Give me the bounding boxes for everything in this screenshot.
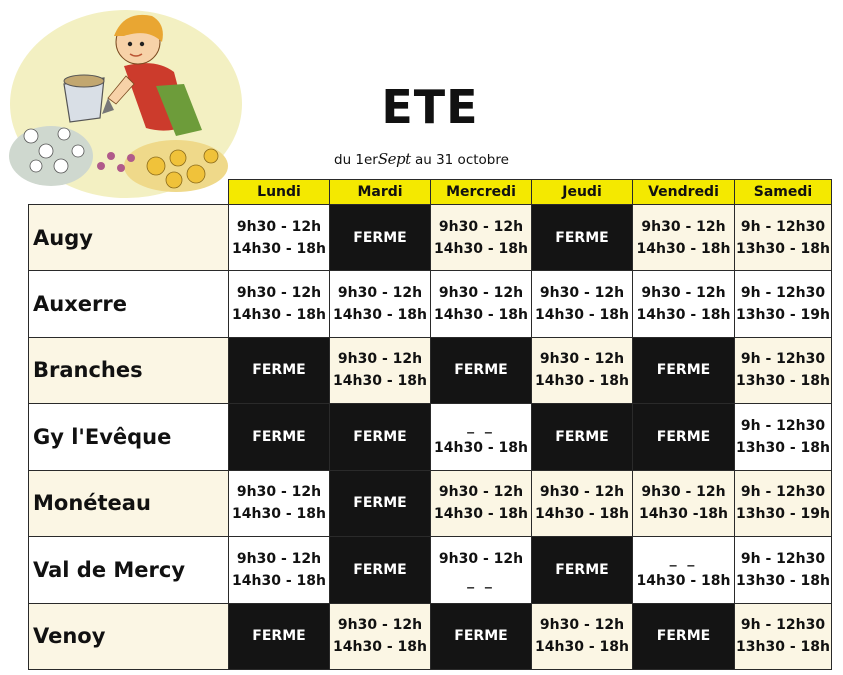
- hours-cell: [532, 470, 633, 537]
- closed-cell: FERME: [431, 603, 532, 670]
- afternoon-hours: 14h30 - 18h: [232, 306, 326, 323]
- date-range-suffix: au 31 octobre: [414, 152, 509, 168]
- morning-hours: 9h - 12h30: [740, 550, 826, 567]
- afternoon-hours: 13h30 - 19h: [736, 306, 830, 323]
- morning-hours: 9h30 - 12h: [236, 550, 322, 567]
- hours-cell: [735, 603, 832, 670]
- morning-hours: 9h30 - 12h: [337, 617, 423, 634]
- day-header-mercredi: Mercredi: [431, 180, 532, 205]
- hours-cell: [633, 537, 735, 604]
- hours-cell: [229, 205, 330, 271]
- closed-cell: FERME: [532, 404, 633, 471]
- date-range-handwritten: Sept: [377, 150, 411, 168]
- closed-cell: FERME: [330, 470, 431, 537]
- afternoon-hours: 14h30 - 18h: [333, 373, 427, 390]
- closed-cell: FERME: [532, 537, 633, 604]
- morning-hours: _ _: [669, 550, 698, 567]
- hours-cell: [633, 470, 735, 537]
- table-corner: [29, 180, 229, 205]
- hours-cell: [532, 603, 633, 670]
- hours-cell: [735, 337, 832, 404]
- morning-hours: 9h - 12h30: [740, 484, 826, 501]
- afternoon-hours: 14h30 - 18h: [434, 306, 528, 323]
- table-row: [29, 603, 832, 670]
- opening-hours-table: [28, 179, 832, 670]
- hours-cell: [229, 537, 330, 604]
- afternoon-hours: 13h30 - 18h: [736, 373, 830, 390]
- afternoon-hours: 14h30 - 18h: [434, 240, 528, 257]
- day-header-vendredi: Vendredi: [633, 180, 735, 205]
- closed-cell: FERME: [229, 404, 330, 471]
- location-name: Gy l'Evêque: [29, 404, 229, 471]
- morning-hours: 9h - 12h30: [740, 284, 826, 301]
- morning-hours: 9h - 12h30: [740, 218, 826, 235]
- morning-hours: 9h30 - 12h: [641, 484, 726, 501]
- afternoon-hours: 14h30 - 18h: [535, 373, 629, 390]
- table-row: [29, 205, 832, 271]
- page-title: ETE: [381, 80, 479, 134]
- afternoon-hours: 14h30 - 18h: [232, 506, 326, 523]
- hours-cell: [431, 470, 532, 537]
- morning-hours: 9h30 - 12h: [236, 218, 322, 235]
- afternoon-hours: 14h30 -18h: [638, 506, 729, 523]
- afternoon-hours: 14h30 - 18h: [636, 306, 731, 323]
- morning-hours: 9h30 - 12h: [539, 284, 625, 301]
- afternoon-hours: 13h30 - 18h: [736, 572, 830, 589]
- afternoon-hours: 14h30 - 18h: [434, 506, 528, 523]
- hours-cell: [532, 337, 633, 404]
- closed-cell: FERME: [633, 404, 735, 471]
- morning-hours: 9h30 - 12h: [438, 550, 524, 567]
- afternoon-hours: _ _: [467, 572, 495, 589]
- table-row: [29, 404, 832, 471]
- hours-cell: [431, 271, 532, 338]
- afternoon-hours: 14h30 - 18h: [232, 572, 326, 589]
- morning-hours: 9h30 - 12h: [236, 284, 322, 301]
- morning-hours: 9h30 - 12h: [236, 484, 322, 501]
- afternoon-hours: 13h30 - 19h: [736, 506, 830, 523]
- date-range: [334, 150, 509, 168]
- afternoon-hours: 14h30 - 18h: [434, 439, 528, 456]
- hours-cell: [735, 537, 832, 604]
- location-name: Auxerre: [29, 271, 229, 338]
- morning-hours: 9h - 12h30: [740, 351, 826, 368]
- hours-cell: [431, 537, 532, 604]
- closed-cell: FERME: [633, 603, 735, 670]
- hours-cell: [330, 603, 431, 670]
- gardening-child-illustration: [6, 6, 244, 202]
- day-header-mardi: Mardi: [330, 180, 431, 205]
- hours-cell: [431, 404, 532, 471]
- day-header-lundi: Lundi: [229, 180, 330, 205]
- date-range-prefix: du 1er: [334, 152, 378, 168]
- table-row: [29, 470, 832, 537]
- location-name: Monéteau: [29, 470, 229, 537]
- morning-hours: _ _: [467, 417, 495, 434]
- closed-cell: FERME: [330, 205, 431, 271]
- afternoon-hours: 13h30 - 18h: [736, 439, 830, 456]
- afternoon-hours: 14h30 - 18h: [636, 572, 731, 589]
- table-row: [29, 337, 832, 404]
- closed-cell: FERME: [330, 404, 431, 471]
- hours-cell: [633, 271, 735, 338]
- afternoon-hours: 13h30 - 18h: [736, 240, 830, 257]
- table-row: [29, 537, 832, 604]
- afternoon-hours: 14h30 - 18h: [333, 639, 427, 656]
- hours-cell: [735, 205, 832, 271]
- closed-cell: FERME: [431, 337, 532, 404]
- morning-hours: 9h30 - 12h: [337, 351, 423, 368]
- hours-cell: [532, 271, 633, 338]
- day-header-jeudi: Jeudi: [532, 180, 633, 205]
- morning-hours: 9h30 - 12h: [641, 284, 726, 301]
- afternoon-hours: 14h30 - 18h: [535, 306, 629, 323]
- hours-cell: [330, 271, 431, 338]
- morning-hours: 9h30 - 12h: [539, 351, 625, 368]
- location-name: Branches: [29, 337, 229, 404]
- afternoon-hours: 13h30 - 18h: [736, 639, 830, 656]
- hours-cell: [735, 404, 832, 471]
- hours-cell: [735, 271, 832, 338]
- afternoon-hours: 14h30 - 18h: [535, 506, 629, 523]
- location-name: Augy: [29, 205, 229, 271]
- day-header-samedi: Samedi: [735, 180, 832, 205]
- afternoon-hours: 14h30 - 18h: [333, 306, 427, 323]
- morning-hours: 9h - 12h30: [740, 417, 826, 434]
- morning-hours: 9h30 - 12h: [539, 484, 625, 501]
- closed-cell: FERME: [532, 205, 633, 271]
- closed-cell: FERME: [633, 337, 735, 404]
- table-row: [29, 271, 832, 338]
- hours-cell: [431, 205, 532, 271]
- afternoon-hours: 14h30 - 18h: [232, 240, 326, 257]
- afternoon-hours: 14h30 - 18h: [535, 639, 629, 656]
- closed-cell: FERME: [330, 537, 431, 604]
- afternoon-hours: 14h30 - 18h: [636, 240, 731, 257]
- location-name: Venoy: [29, 603, 229, 670]
- closed-cell: FERME: [229, 603, 330, 670]
- morning-hours: 9h30 - 12h: [641, 218, 726, 235]
- hours-cell: [633, 205, 735, 271]
- closed-cell: FERME: [229, 337, 330, 404]
- location-name: Val de Mercy: [29, 537, 229, 604]
- hours-cell: [735, 470, 832, 537]
- morning-hours: 9h30 - 12h: [337, 284, 423, 301]
- morning-hours: 9h30 - 12h: [438, 284, 524, 301]
- hours-cell: [229, 470, 330, 537]
- morning-hours: 9h - 12h30: [740, 617, 826, 634]
- hours-cell: [229, 271, 330, 338]
- morning-hours: 9h30 - 12h: [438, 484, 524, 501]
- morning-hours: 9h30 - 12h: [438, 218, 524, 235]
- morning-hours: 9h30 - 12h: [539, 617, 625, 634]
- hours-cell: [330, 337, 431, 404]
- day-header-row: [29, 180, 832, 205]
